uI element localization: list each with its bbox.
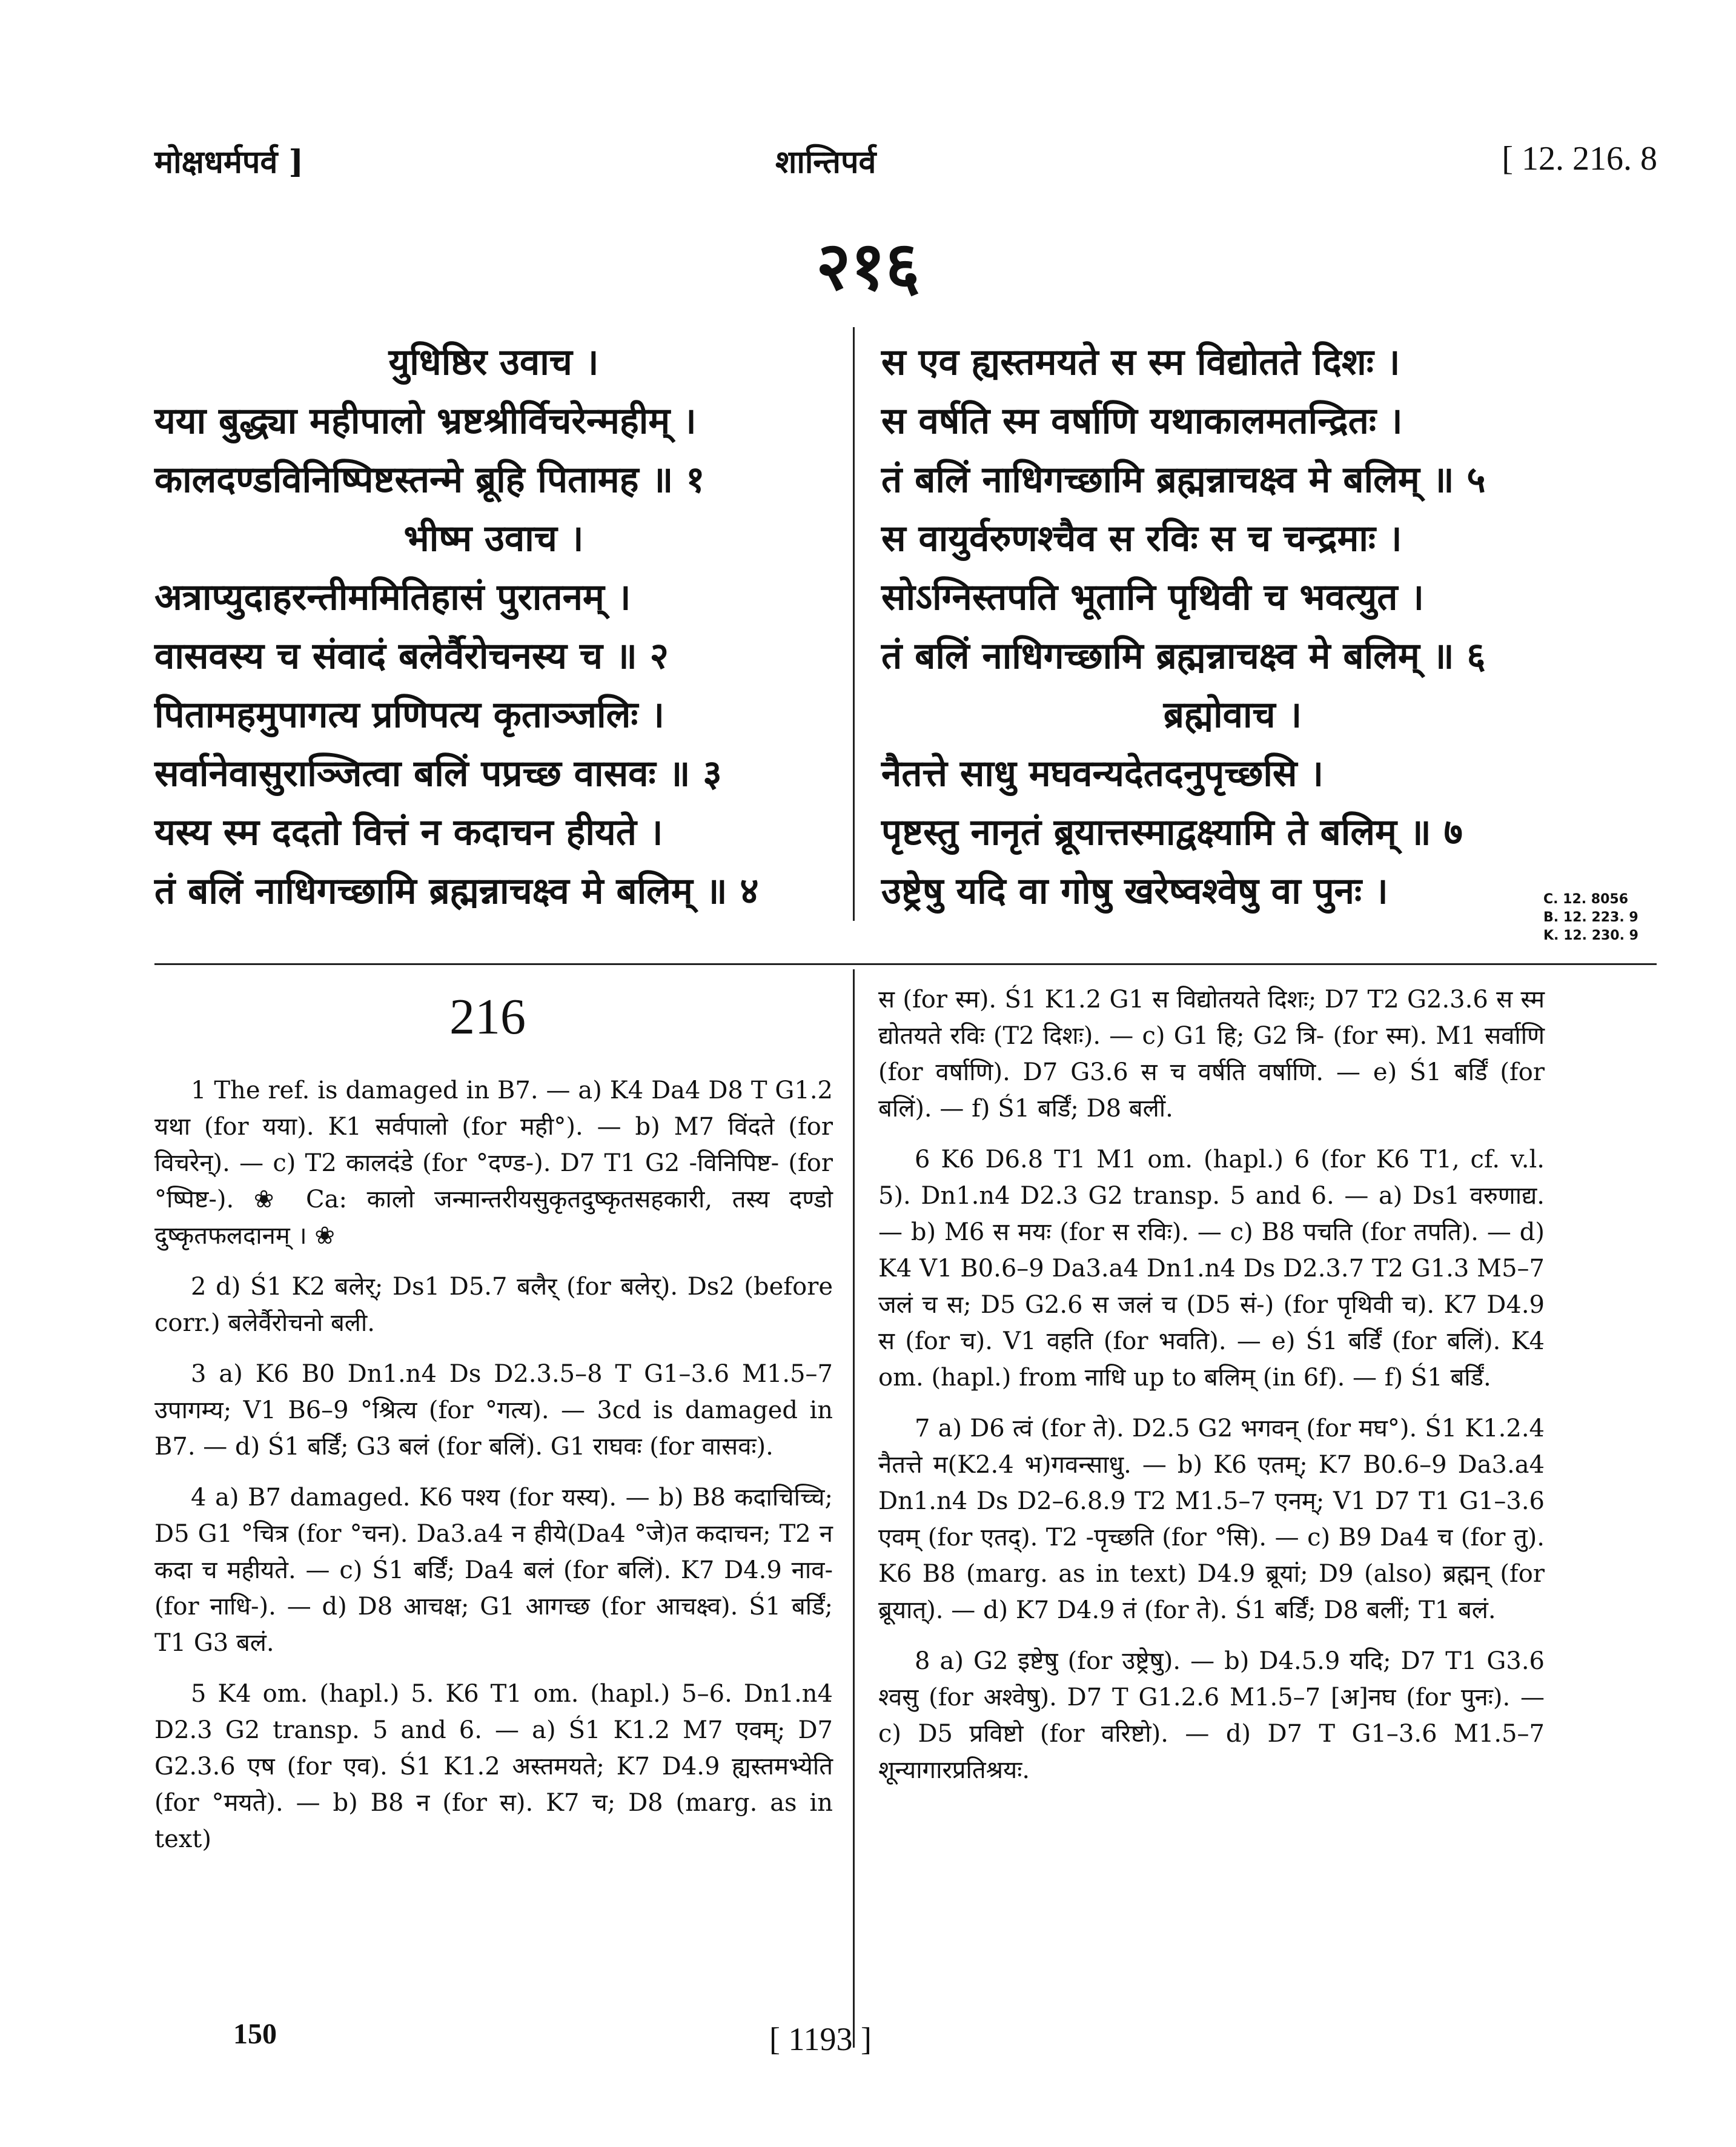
verse-line: यया बुद्ध्या महीपालो भ्रष्टश्रीर्विचरेन्महीम् । <box>154 400 697 442</box>
verse-column-left <box>154 333 833 921</box>
verse-line: स एव ह्यस्तमयते स स्म विद्योतते दिशः । <box>881 341 1400 383</box>
horizontal-rule <box>154 963 1657 965</box>
running-header-center: शान्तिपर्व <box>775 144 876 181</box>
page-number: 150 <box>233 2018 277 2050</box>
verse-line: युधिष्ठिर उवाच । <box>388 341 599 383</box>
apparatus-note: स (for स्म). Ś1 K1.2 G1 स विद्योतयते दिशः; D7 T2 G2.3.6 स स्म द्योतयते रविः (T2 दिशः). — c) G1 हि; G2 त्रि- (for स्म). M1 सर्वाणि (for वर्षाणि). D7 G3.6 स च वर्षति वर्षाणि. — e) Ś1 बर्डिं (for बलिं). — f) Ś1 बर्डिं; D8 बलीं. <box>878 986 1545 1123</box>
verse-line: सोऽग्निस्तपति भूतानि पृथिवी च भवत्युत । <box>881 576 1425 619</box>
verse-line: सर्वानेवासुराञ्जित्वा बलिं पप्रच्छ वासवः ॥ ३ <box>154 752 722 795</box>
concordance-ref: K. 12. 230. 9 <box>1543 928 1638 943</box>
apparatus-note: 7 a) D6 त्वं (for ते). D2.5 G2 भगवन् (for मघ°). Ś1 K1.2.4 नैतत्ते म(K2.4 भ)गवन्साधु. — b) K6 एतम्; K7 B0.6–9 Da3.a4 Dn1.n4 Ds D2–6.8.9 T2 M1.5–7 एनम्; V1 D7 T1 G1–3.6 एवम् (for एतद्). T2 -पृच्छति (for °सि). — c) B9 Da4 च (for तु). K6 B8 (marg. as in text) D4.9 ब्रूयां; D9 (also) ब्रह्मन् (for ब्रूयात्). — d) K7 D4.9 तं (for ते). Ś1 बर्डिं; D8 बलीं; T1 बलं. <box>878 1415 1545 1624</box>
apparatus-note: 8 a) G2 इष्टेषु (for उष्ट्रेषु). — b) D4.5.9 यदि; D7 T1 G3.6 श्वसु (for अश्वेषु). D7 T G1.2.6 M1.5–7 [अ]नघ (for पुनः). — c) D5 प्रविष्टो (for वरिष्टो). — d) D7 T G1–3.6 M1.5–7 शून्यागारप्रतिश्रयः. <box>878 1647 1545 1784</box>
running-header-right: [ 12. 216. 8 <box>1502 140 1657 178</box>
apparatus-column-right <box>878 981 1545 1803</box>
apparatus-column-divider <box>853 969 855 2048</box>
verse-line: उष्ट्रेषु यदि वा गोषु खरेष्वश्वेषु वा पुनः । <box>881 870 1388 912</box>
global-page-number: [ 1193 ] <box>769 2021 872 2057</box>
verse-line: पितामहमुपागत्य प्रणिपत्य कृताञ्जलिः । <box>154 694 665 736</box>
verse-line: यस्य स्म ददतो वित्तं न कदाचन हीयते । <box>154 811 663 854</box>
verse-line: स वायुर्वरुणश्चैव स रविः स च चन्द्रमाः । <box>881 517 1402 560</box>
apparatus-note: 6 K6 D6.8 T1 M1 om. (hapl.) 6 (for K6 T1, cf. v.l. 5). Dn1.n4 D2.3 G2 transp. 5 and 6. — a) Ds1 वरुणाद्य. — b) M6 स मयः (for स रविः). — c) B8 पचति (for तपति). — d) K4 V1 B0.6–9 Da3.a4 Dn1.n4 Ds D2.3.7 T2 G1.3 M5–7 जलं च स; D5 G2.6 स जलं च (D5 सं-) (for पृथिवी च). K7 D4.9 स (for च). V1 वहति (for भवति). — e) Ś1 बर्डिं (for बलिं). K4 om. (hapl.) from नाधि up to बलिम् (in 6f). — f) Ś1 बर्डिं. <box>878 1146 1545 1392</box>
verse-line: वासवस्य च संवादं बलेर्वैरोचनस्य च ॥ २ <box>154 635 669 677</box>
verse-line: स वर्षति स्म वर्षाणि यथाकालमतन्द्रितः । <box>881 400 1403 442</box>
apparatus-note: 2 d) Ś1 K2 बलेर्; Ds1 D5.7 बलैर् (for बलेर्). Ds2 (before corr.) बलेर्वैरोचनो बली. <box>154 1273 833 1337</box>
verse-line: ब्रह्मोवाच । <box>1163 694 1302 736</box>
verse-line: पृष्टस्तु नानृतं ब्रूयात्तस्माद्वक्ष्यामि ते बलिम् ॥ ७ <box>881 811 1463 854</box>
apparatus-note: 1 The ref. is damaged in B7. — a) K4 Da4 D8 T G1.2 यथा (for यया). K1 सर्वपालो (for मही°). — b) M7 विंदते (for विचरेन्). — c) T2 कालदंडे (for °दण्ड-). D7 T1 G2 -विनिपिष्ट- (for °ष्पिष्ट-). ❀ Ca: कालो जन्मान्तरीयसुकृतदुष्कृतसहकारी, तस्य दण्डो दुष्कृतफलदानम् । ❀ <box>154 1077 833 1250</box>
chapter-number-devanagari: २१६ <box>816 227 920 305</box>
concordance-ref: B. 12. 223. 9 <box>1543 910 1638 925</box>
verse-line: भीष्म उवाच । <box>403 517 584 560</box>
apparatus-note: 4 a) B7 damaged. K6 पश्य (for यस्य). — b) B8 कदाचिच्चि; D5 G1 °चित्र (for °चन). Da3.a4 न हीये(Da4 °जे)त कदाचन; T2 न कदा च महीयते. — c) Ś1 बर्डिं; Da4 बलं (for बलिं). K7 D4.9 नाव- (for नाधि-). — d) D8 आचक्ष; G1 आगच्छ (for आचक्ष्व). Ś1 बर्डिं; T1 G3 बलं. <box>154 1484 833 1657</box>
concordance-ref: C. 12. 8056 <box>1543 892 1629 907</box>
apparatus-note: 3 a) K6 B0 Dn1.n4 Ds D2.3.5–8 T G1–3.6 M1.5–7 उपागम्य; V1 B6–9 °श्रित्य (for °गत्य). — 3cd is damaged in B7. — d) Ś1 बर्डिं; G3 बलं (for बलिं). G1 राघवः (for वासवः). <box>154 1360 833 1461</box>
verse-line: कालदण्डविनिष्पिष्टस्तन्मे ब्रूहि पितामह ॥ १ <box>154 459 705 501</box>
verse-column-divider <box>853 327 855 921</box>
verse-line: तं बलिं नाधिगच्छामि ब्रह्मन्नाचक्ष्व मे बलिम् ॥ ४ <box>154 870 759 912</box>
verse-line: तं बलिं नाधिगच्छामि ब्रह्मन्नाचक्ष्व मे बलिम् ॥ ५ <box>881 459 1486 501</box>
apparatus-column-left <box>154 1072 833 1872</box>
verse-column-right <box>881 333 1548 921</box>
apparatus-note: 5 K4 om. (hapl.) 5. K6 T1 om. (hapl.) 5–6. Dn1.n4 D2.3 G2 transp. 5 and 6. — a) Ś1 K1.2 M7 एवम्; D7 G2.3.6 एष (for एव). Ś1 K1.2 अस्तमयते; K7 D4.9 ह्यस्तमभ्येति (for °मयते). — b) B8 न (for स). K7 च; D8 (marg. as in text) <box>154 1680 833 1853</box>
running-header-left: मोक्षधर्मपर्व ] <box>154 144 304 181</box>
verse-line: अत्राप्युदाहरन्तीममितिहासं पुरातनम् । <box>154 576 631 619</box>
verse-line: नैतत्ते साधु मघवन्यदेतदनुपृच्छसि । <box>881 752 1324 795</box>
apparatus-chapter-number: 216 <box>449 989 526 1045</box>
concordance-refs <box>1543 891 1638 945</box>
verse-line: तं बलिं नाधिगच्छामि ब्रह्मन्नाचक्ष्व मे बलिम् ॥ ६ <box>881 635 1486 677</box>
